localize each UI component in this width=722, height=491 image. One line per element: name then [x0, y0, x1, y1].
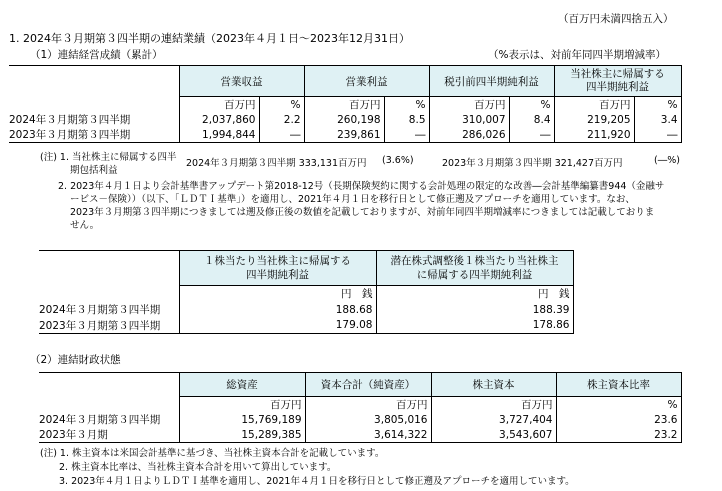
note-text: (3.6%): [382, 155, 414, 166]
financial-position-table: [39, 372, 682, 443]
table2-header: １株当たり当社株主に帰属する 四半期純利益: [179, 251, 376, 286]
cell: ―: [384, 127, 429, 143]
table-row: [9, 127, 681, 143]
cell: 3,805,016: [305, 412, 431, 427]
table-row: [9, 112, 681, 127]
cell: 178.86: [376, 318, 573, 334]
cell: 260,198: [304, 112, 384, 127]
cell: 15,769,189: [179, 412, 305, 427]
cell: 23.6: [556, 412, 681, 427]
note-text: 2. 2023年４月１日より会計基準書アップデート第2018-12号（長期保険契約に関する会計処理の限定的な改善―会計基準編纂書944（金融サ: [58, 181, 665, 192]
row-label: 2023年３月期第３四半期: [9, 127, 179, 143]
unit-label: %: [634, 97, 681, 113]
cell: 8.4: [509, 112, 554, 127]
cell: 23.2: [556, 427, 681, 443]
note-text: ービス－保険））（以下、「ＬＤＴＩ基準」）を適用し、2021年４月１日を移行日として修正遡及アプローチを適用しています。なお、: [70, 194, 635, 205]
cell: 3,727,404: [431, 412, 556, 427]
table-row: [39, 412, 681, 427]
cell: ―: [509, 127, 554, 143]
cell: 188.68: [179, 302, 376, 318]
table3-header: 総資産: [179, 373, 305, 397]
per-share-table: [39, 250, 574, 334]
table3-header: 株主資本比率: [556, 373, 681, 397]
unit-label: %: [384, 97, 429, 113]
note-text: (―%): [654, 155, 680, 166]
section-title: 1. 2024年３月期第３四半期の連結業績（2023年４月１日～2023年12月31日）: [9, 32, 410, 45]
cell: 211,920: [554, 127, 634, 143]
table1-header: 税引前四半期純利益: [429, 66, 554, 97]
note-text: 2023年３月期第３四半期につきましては遡及修正後の数値を記載しておりますが、対前年同四半期増減率につきましては記載しておりま: [70, 207, 655, 218]
note-text: 2. 株主資本比率は、当社株主資本合計を用いて算出しています。: [59, 462, 337, 473]
cell: 2,037,860: [179, 112, 259, 127]
sub2-title: （2）連結財政状態: [30, 354, 121, 366]
unit-label: %: [556, 397, 681, 413]
cell: 3.4: [634, 112, 681, 127]
cell: ―: [259, 127, 304, 143]
unit-label: 百万円: [554, 97, 634, 113]
table-row: [39, 427, 681, 443]
unit-label: %: [509, 97, 554, 113]
cell: 310,007: [429, 112, 509, 127]
unit-label: 百万円: [179, 397, 305, 413]
unit-label: 円 銭: [179, 286, 376, 302]
unit-label: 百万円: [305, 397, 431, 413]
note-text: (注) 1. 株主資本は米国会計基準に基づき、当社株主資本合計を記載しています。: [40, 448, 385, 459]
note-text: 2023年３月期第３四半期 321,427百万円: [442, 158, 623, 169]
pct-note: （%表示は、対前年同四半期増減率）: [488, 49, 666, 61]
row-label: 2023年３月期: [39, 427, 179, 443]
cell: 239,861: [304, 127, 384, 143]
note-label: (注) 1. 当社株主に帰属する四半: [40, 152, 177, 163]
cell: 8.5: [384, 112, 429, 127]
cell: 179.08: [179, 318, 376, 334]
unit-label: 円 銭: [376, 286, 573, 302]
table3-header: 株主資本: [431, 373, 556, 397]
sub1-title: （1）連結経営成績（累計）: [30, 49, 163, 61]
cell: 219,205: [554, 112, 634, 127]
table-row: [39, 302, 573, 318]
row-label: 2024年３月期第３四半期: [39, 302, 179, 318]
cell: 3,543,607: [431, 427, 556, 443]
unit-note: （百万円未満四捨五入）: [558, 13, 674, 25]
cell: 3,614,322: [305, 427, 431, 443]
cell: 15,289,385: [179, 427, 305, 443]
operating-results-table: [9, 65, 682, 143]
cell: 1,994,844: [179, 127, 259, 143]
table-row: [39, 318, 573, 334]
cell: 2.2: [259, 112, 304, 127]
unit-label: %: [259, 97, 304, 113]
note-text: 3. 2023年４月１日よりＬＤＴＩ基準を適用し、2021年４月１日を移行日として修正遡及アプローチを適用しています。: [59, 476, 575, 487]
unit-label: 百万円: [179, 97, 259, 113]
row-label: 2024年３月期第３四半期: [9, 112, 179, 127]
table2-header: 潜在株式調整後１株当たり当社株主 に帰属する四半期純利益: [376, 251, 573, 286]
note-text: せん。: [70, 220, 100, 231]
cell: 188.39: [376, 302, 573, 318]
table1-header: 営業利益: [304, 66, 429, 97]
note-text: 2024年３月期第３四半期 333,131百万円: [186, 158, 367, 169]
table3-header: 資本合計（純資産）: [305, 373, 431, 397]
unit-label: 百万円: [431, 397, 556, 413]
table1-header: 当社株主に帰属する 四半期純利益: [554, 66, 681, 97]
note-label: 期包括利益: [70, 165, 118, 176]
unit-label: 百万円: [304, 97, 384, 113]
row-label: 2024年３月期第３四半期: [39, 412, 179, 427]
cell: 286,026: [429, 127, 509, 143]
table1-corner: [9, 66, 179, 97]
table1-header: 営業収益: [179, 66, 304, 97]
cell: ―: [634, 127, 681, 143]
unit-label: 百万円: [429, 97, 509, 113]
row-label: 2023年３月期第３四半期: [39, 318, 179, 334]
